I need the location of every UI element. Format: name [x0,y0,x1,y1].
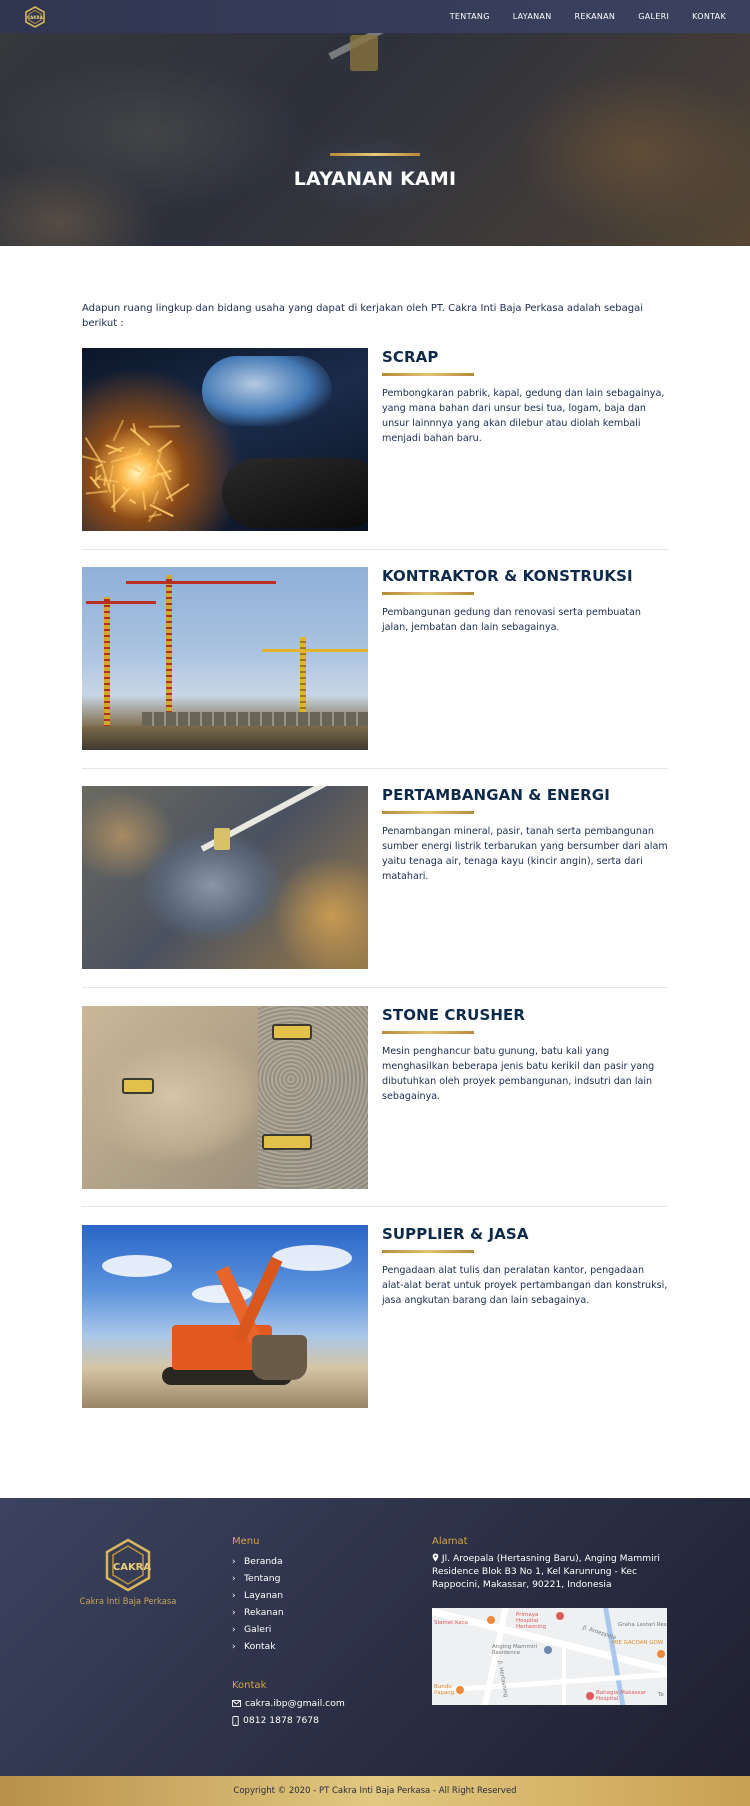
service-image-kontraktor [82,567,368,750]
page-title: LAYANAN KAMI [293,168,457,190]
map-marker-icon [432,1553,439,1562]
footer-menu-item-tentang[interactable]: › Tentang [232,1573,281,1584]
spark [142,491,146,510]
footer-menu-item-rekanan[interactable]: › Rekanan [232,1607,284,1618]
footer-email[interactable]: cakra.ibp@gmail.com [232,1698,345,1709]
map-label: Primaya Hospital Hertasning [516,1612,547,1630]
service-title: SCRAP [382,348,439,366]
service-kontraktor [82,567,668,751]
map-pin-icon [487,1616,495,1624]
map-label: Te [658,1692,664,1698]
map-label: Graha Lestari Res [618,1622,667,1628]
spark [157,441,172,453]
service-image-supplier [82,1225,368,1408]
service-image-pertambangan [82,786,368,969]
footer-menu-item-layanan[interactable]: › Layanan [232,1590,284,1601]
footer-menu [232,1553,284,1655]
chevron-right-icon: › [232,1641,236,1652]
chevron-right-icon: › [232,1556,236,1567]
hero-accent-line [330,153,420,156]
map-label: Jl. Hertasning [496,1660,509,1698]
spark [113,420,124,441]
restaurant-icon [456,1686,464,1694]
service-title-underline [382,1250,474,1253]
service-title-underline [382,811,474,814]
svg-text:CAKRA: CAKRA [112,1562,151,1573]
map-label: Bundu Papang [434,1684,455,1696]
hero-truck [350,35,378,71]
service-description: Pengadaan alat tulis dan peralatan kantor, pengadaan alat-alat berat untuk proyek pertambangan dan konstruksi, jasa angkutan barang dan lain sebagainya. [382,1265,668,1306]
service-supplier [82,1225,668,1409]
footer-menu-item-kontak[interactable]: › Kontak [232,1641,276,1652]
intro-text: Adapun ruang lingkup dan bidang usaha yang dapat di kerjakan oleh PT. Cakra Inti Baja Perkasa adalah sebagai berikut : [82,303,644,329]
company-logo[interactable] [24,6,46,28]
service-description: Pembangunan gedung dan renovasi serta pembuatan jalan, jembatan dan lain sebagainya. [382,607,641,633]
service-description: Mesin penghancur batu gunung, batu kali yang menghasilkan beberapa jenis batu kerikil dan pasir yang dibutuhkan oleh proyek pembangunan, indsutri dan lain sebagainya. [382,1046,655,1102]
residence-pin-icon [544,1646,552,1654]
chevron-right-icon: › [232,1573,236,1584]
nav-link-tentang[interactable]: TENTANG [449,12,490,21]
chevron-right-icon: › [232,1607,236,1618]
service-title-underline [382,1031,474,1034]
service-title: KONTRAKTOR & KONSTRUKSI [382,567,633,585]
top-navbar [0,0,750,33]
hospital-icon [586,1692,594,1700]
spark [86,491,108,495]
footer-menu-heading: Menu [232,1536,260,1547]
spark [129,499,136,504]
chevron-right-icon: › [232,1590,236,1601]
service-image-scrap [82,348,368,531]
map-label: Anging Mammiri Residence [492,1644,538,1656]
spark [149,426,180,428]
restaurant-icon [657,1650,665,1658]
footer-phone[interactable]: 0812 1878 7678 [232,1715,319,1726]
footer-address: Jl. Aroepala (Hertasning Baru), Anging Mammiri Residence Blok B3 No 1, Kel Karunrung - Kec Rappocini, Makassar, 90221, Indonesia [432,1553,660,1590]
nav-links [450,12,726,21]
divider [82,987,668,988]
map-label: Bahagia Makassar Hospital [596,1690,647,1702]
copyright-bar: Copyright © 2020 - PT Cakra Inti Baja Perkasa - All Right Reserved [0,1776,750,1806]
footer-menu-item-galeri[interactable]: › Galeri [232,1624,272,1635]
service-pertambangan [82,786,668,970]
service-title-underline [382,373,474,376]
footer-menu-item-beranda[interactable]: › Beranda [232,1556,283,1567]
service-scrap [82,348,668,532]
divider [82,549,668,550]
spark [153,491,159,505]
nav-link-kontak[interactable]: KONTAK [692,12,726,21]
service-title: SUPPLIER & JASA [382,1225,529,1243]
location-map[interactable] [432,1608,667,1705]
service-title: PERTAMBANGAN & ENERGI [382,786,610,804]
footer-brand: Cakra Inti Baja Perkasa [79,1596,177,1606]
map-label: Slamet Kece [434,1620,469,1626]
chevron-right-icon: › [232,1624,236,1635]
hero-conveyor [328,33,750,60]
nav-link-galeri[interactable]: GALERI [638,12,670,21]
spark [113,484,115,512]
envelope-icon [232,1700,241,1707]
divider [82,768,668,769]
nav-link-rekanan[interactable]: REKANAN [574,12,616,21]
service-image-stone-crusher [82,1006,368,1189]
nav-link-layanan[interactable]: LAYANAN [512,12,552,21]
service-title: STONE CRUSHER [382,1006,526,1024]
footer [0,1498,750,1776]
footer-logo [105,1538,151,1592]
mobile-phone-icon [232,1716,239,1726]
service-description: Penambangan mineral, pasir, tanah serta pembangunan sumber energi listrik terbarukan yang bersumber dari alam yaitu tenaga air, tenaga kayu (kincir angin), serta dari matahari. [382,826,668,882]
spark [82,454,106,463]
service-stone-crusher [82,1006,668,1190]
divider [82,1206,668,1207]
service-title-underline [382,592,474,595]
svg-text:CAKRA: CAKRA [26,14,44,20]
footer-contact-heading: Kontak [232,1680,267,1691]
hero-banner [0,33,750,246]
map-label: Jl. Aroeppala [581,1624,617,1642]
map-label: MIE GACOAN GOW [612,1640,664,1646]
service-description: Pembongkaran pabrik, kapal, gedung dan lain sebagainya, yang mana bahan dari unsur besi tua, logam, baja dan unsur lainnnya yang akan dilebur atau diolah kembali menjadi bahan baru. [382,388,665,444]
spark [139,464,151,466]
footer-address-heading: Alamat [432,1536,468,1547]
